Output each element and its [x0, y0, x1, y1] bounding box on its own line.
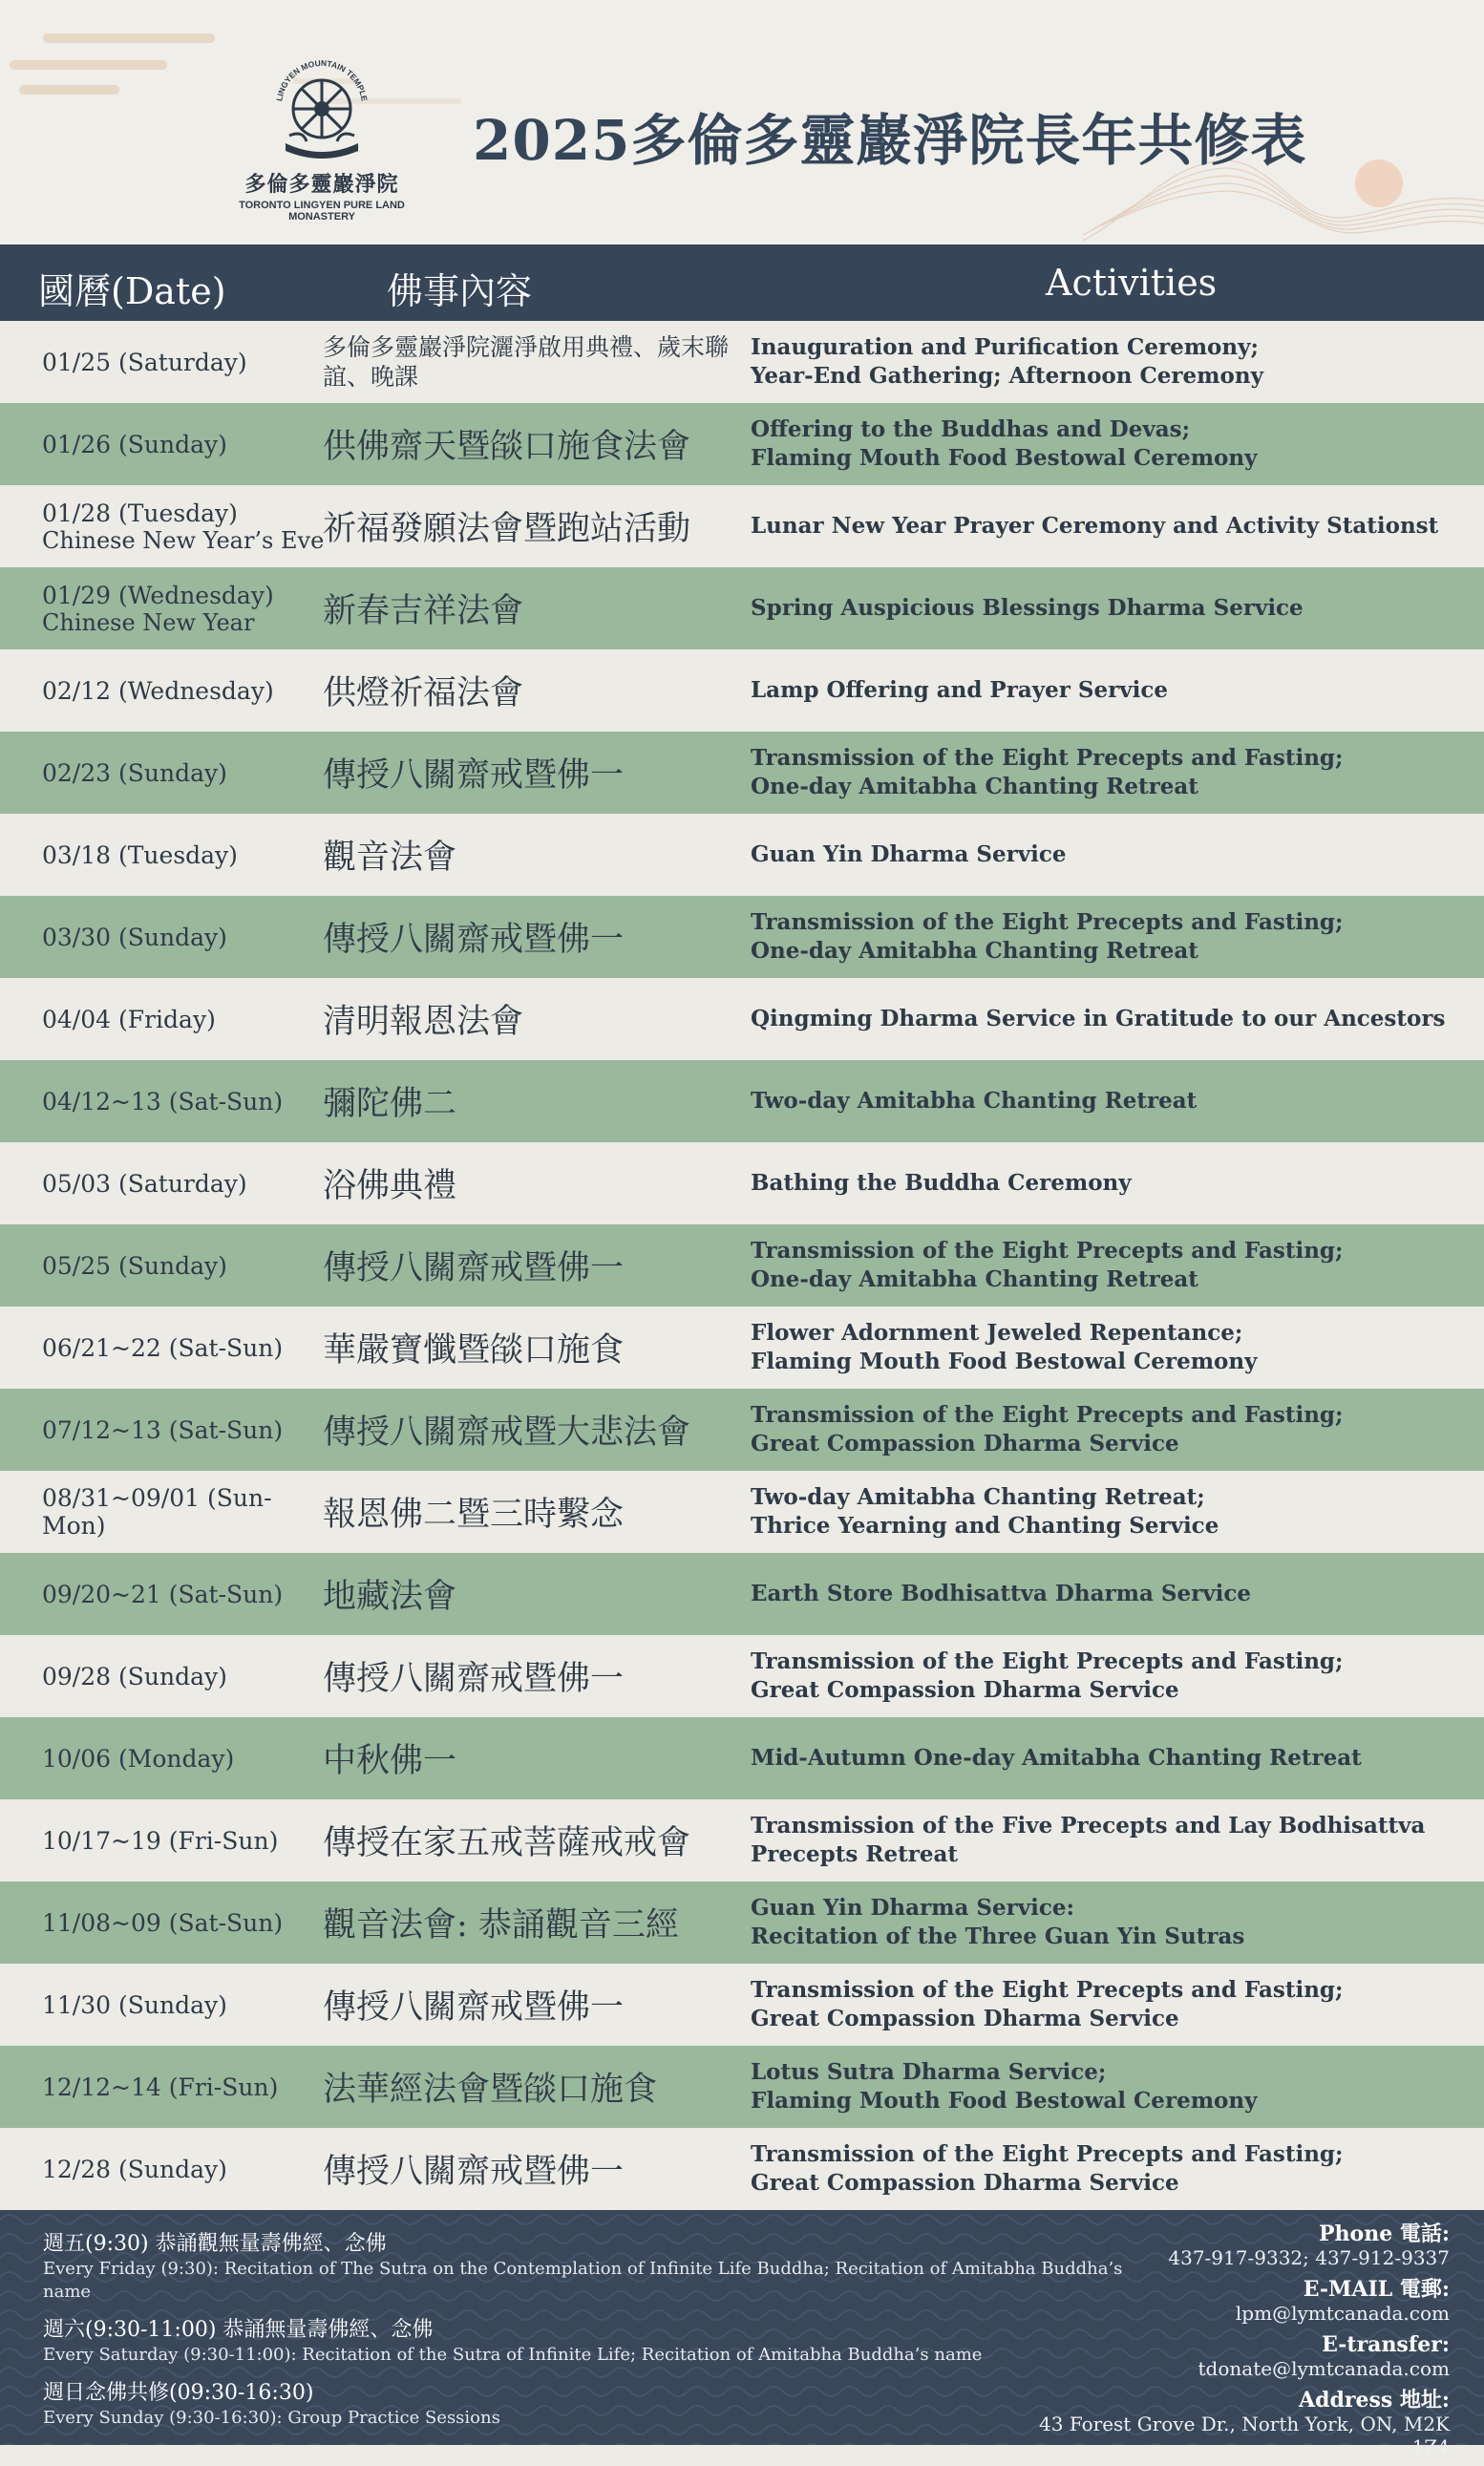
chinese-content-cell: 傳授八關齋戒暨大悲法會 [323, 1414, 691, 1452]
column-header-activities: Activities [1046, 262, 1218, 304]
activity-cell: Offering to the Buddhas and Devas; Flaming Mouth Food Bestowal Ceremony [751, 416, 1258, 471]
date-cell: 09/20~21 (Sat-Sun) [42, 1580, 284, 1608]
chinese-content-cell: 供佛齋天暨燄口施食法會 [323, 428, 691, 466]
logo-english-name: TORONTO LINGYEN PURE LAND MONASTERY [239, 200, 405, 223]
chinese-content-cell: 清明報恩法會 [323, 1003, 524, 1041]
date-cell: 01/29 (Wednesday) Chinese New Year [42, 567, 329, 649]
activity-cell: Transmission of the Eight Precepts and Fasting; One-day Amitabha Chanting Retreat [751, 909, 1344, 964]
date-cell: 01/28 (Tuesday) Chinese New Year’s Eve [42, 485, 329, 567]
activity-cell: Spring Auspicious Blessings Dharma Service [751, 595, 1304, 621]
table-row [0, 1635, 1484, 1717]
table-row [0, 1471, 1484, 1553]
table-row [0, 896, 1484, 978]
chinese-content-cell: 供燈祈福法會 [323, 674, 524, 712]
table-row [0, 1881, 1484, 1964]
chinese-content-cell: 觀音法會 [323, 839, 457, 877]
chinese-content-cell: 浴佛典禮 [323, 1167, 457, 1205]
column-header-date: 國曆(Date) [38, 270, 226, 312]
chinese-content-cell: 多倫多靈巖淨院灑淨啟用典禮、歲末聯誼、晚課 [323, 333, 730, 391]
chinese-content-cell: 報恩佛二暨三時繫念 [323, 1496, 625, 1534]
date-cell: 10/06 (Monday) [42, 1744, 235, 1773]
weekly-item-sunday: 週日念佛共修(09:30-16:30) Every Sunday (9:30-16:30): Group Practice Sessions [43, 2381, 500, 2428]
chinese-content-cell: 地藏法會 [323, 1578, 457, 1616]
activity-cell: Transmission of the Eight Precepts and Fasting; One-day Amitabha Chanting Retreat [751, 745, 1344, 799]
activity-cell: Transmission of the Eight Precepts and Fasting; Great Compassion Dharma Service [751, 1402, 1344, 1456]
activity-cell: Transmission of the Eight Precepts and Fasting; Great Compassion Dharma Service [751, 2141, 1344, 2196]
chinese-content-cell: 法華經法會暨燄口施食 [323, 2071, 658, 2109]
date-cell: 12/12~14 (Fri-Sun) [42, 2073, 279, 2101]
date-cell: 08/31~09/01 (Sun-Mon) [42, 1484, 272, 1540]
activity-cell: Bathing the Buddha Ceremony [751, 1170, 1132, 1196]
date-note: Chinese New Year [42, 608, 255, 636]
column-header-content: 佛事內容 [387, 270, 533, 312]
chinese-content-cell: 傳授八關齋戒暨佛一 [323, 921, 625, 959]
activity-cell: Transmission of the Eight Precepts and Fasting; One-day Amitabha Chanting Retreat [751, 1238, 1344, 1292]
etransfer-label: E-transfer: [1322, 2332, 1450, 2357]
date-cell: 01/25 (Saturday) [42, 348, 247, 376]
schedule-table [0, 321, 1484, 2210]
chinese-content-cell: 祈福發願法會暨跑站活動 [323, 510, 691, 548]
date-cell: 01/26 (Sunday) [42, 430, 227, 458]
activity-cell: Transmission of the Five Precepts and Lay Bodhisattva Precepts Retreat [751, 1813, 1426, 1867]
chinese-content-cell: 傳授八關齋戒暨佛一 [323, 2153, 625, 2191]
table-row [0, 978, 1484, 1060]
phone-value[interactable]: 437-917-9332; 437-912-9337 [1168, 2246, 1450, 2269]
date-cell: 04/12~13 (Sat-Sun) [42, 1087, 284, 1116]
weekly-schedule [43, 2231, 1141, 2443]
table-row [0, 732, 1484, 814]
date-cell: 06/21~22 (Sat-Sun) [42, 1333, 284, 1362]
date-cell: 09/28 (Sunday) [42, 1662, 227, 1690]
activity-cell: Guan Yin Dharma Service [751, 841, 1067, 867]
table-row [0, 1307, 1484, 1389]
chinese-content-cell: 傳授八關齋戒暨佛一 [323, 1660, 625, 1698]
table-row [0, 1142, 1484, 1224]
page-header [0, 0, 1484, 244]
table-row [0, 2128, 1484, 2210]
date-cell: 07/12~13 (Sat-Sun) [42, 1415, 284, 1444]
email-label: E-MAIL 電郵: [1303, 2277, 1450, 2302]
chinese-content-cell: 彌陀佛二 [323, 1085, 457, 1123]
chinese-content-cell: 觀音法會: 恭誦觀音三經 [323, 1906, 679, 1945]
address-value: 43 Forest Grove Dr., North York, ON, M2K 1Z4 [1039, 2413, 1450, 2458]
table-row [0, 1224, 1484, 1307]
logo-chinese-name: 多倫多靈巖淨院 [244, 172, 399, 197]
phone-label: Phone 電話: [1319, 2222, 1450, 2246]
activity-cell: Lotus Sutra Dharma Service; Flaming Mouth Food Bestowal Ceremony [751, 2059, 1258, 2114]
email-value[interactable]: lpm@lymtcanada.com [1235, 2302, 1450, 2325]
address-label: Address 地址: [1299, 2388, 1450, 2413]
activity-cell: Lunar New Year Prayer Ceremony and Activity Stationst [751, 513, 1439, 539]
page-title: 2025多倫多靈巖淨院長年共修表 [473, 108, 1307, 173]
contact-info [1029, 2222, 1450, 2466]
page-footer [0, 2210, 1484, 2458]
table-row [0, 1553, 1484, 1635]
chinese-content-cell: 新春吉祥法會 [323, 592, 524, 630]
activity-cell: Flower Adornment Jeweled Repentance; Flaming Mouth Food Bestowal Ceremony [751, 1320, 1258, 1374]
activity-cell: Lamp Offering and Prayer Service [751, 677, 1168, 703]
date-note: Chinese New Year’s Eve [42, 526, 325, 554]
date-cell: 11/30 (Sunday) [42, 1990, 227, 2019]
weekly-item-saturday: 週六(9:30-11:00) 恭誦無量壽佛經、念佛 Every Saturday (9:30-11:00): Recitation of the Sutra of Infinite Life; Recitation of Amitabha Buddha’s name [43, 2318, 983, 2365]
etransfer-value[interactable]: tdonate@lymtcanada.com [1198, 2357, 1450, 2380]
date-cell: 03/18 (Tuesday) [42, 840, 238, 869]
activity-cell: Earth Store Bodhisattva Dharma Service [751, 1581, 1251, 1606]
activity-cell: Transmission of the Eight Precepts and Fasting; Great Compassion Dharma Service [751, 1977, 1344, 2031]
chinese-content-cell: 華嚴寶懺暨燄口施食 [323, 1331, 625, 1370]
activity-cell: Transmission of the Eight Precepts and Fasting; Great Compassion Dharma Service [751, 1648, 1344, 1703]
date-cell: 02/12 (Wednesday) [42, 676, 274, 705]
table-row [0, 567, 1484, 649]
activity-cell: Inauguration and Purification Ceremony; Year-End Gathering; Afternoon Ceremony [751, 334, 1263, 389]
dharma-wheel-icon [265, 53, 379, 166]
activity-cell: Mid-Autumn One-day Amitabha Chanting Retreat [751, 1745, 1362, 1771]
table-row [0, 1060, 1484, 1142]
chinese-content-cell: 傳授八關齋戒暨佛一 [323, 1249, 625, 1287]
monastery-logo [212, 53, 432, 223]
activity-cell: Two-day Amitabha Chanting Retreat [751, 1088, 1198, 1114]
table-row [0, 1389, 1484, 1471]
table-row [0, 1717, 1484, 1799]
svg-text:LINGYEN MOUNTAIN TEMPLE: LINGYEN MOUNTAIN TEMPLE [274, 57, 370, 102]
date-cell: 05/03 (Saturday) [42, 1169, 247, 1198]
date-cell: 03/30 (Sunday) [42, 923, 227, 951]
date-cell: 05/25 (Sunday) [42, 1251, 227, 1280]
chinese-content-cell: 中秋佛一 [323, 1742, 457, 1780]
chinese-content-cell: 傳授八關齋戒暨佛一 [323, 756, 625, 795]
date-cell: 12/28 (Sunday) [42, 2155, 227, 2183]
table-row [0, 321, 1484, 403]
table-row [0, 814, 1484, 896]
activity-cell: Guan Yin Dharma Service: Recitation of the Three Guan Yin Sutras [751, 1895, 1245, 1949]
date-cell: 11/08~09 (Sat-Sun) [42, 1908, 284, 1937]
weekly-item-friday: 週五(9:30) 恭誦觀無量壽佛經、念佛 Every Friday (9:30): Recitation of The Sutra on the Contemplation of Infinite Life Buddha; Recitation of Amitabha Buddha’s name [43, 2232, 1123, 2302]
chinese-content-cell: 傳授在家五戒菩薩戒戒會 [323, 1824, 691, 1862]
date-cell: 02/23 (Sunday) [42, 758, 227, 787]
chinese-content-cell: 傳授八關齋戒暨佛一 [323, 1988, 625, 2027]
table-row [0, 1964, 1484, 2046]
table-row [0, 403, 1484, 485]
table-row [0, 649, 1484, 732]
table-row [0, 485, 1484, 567]
activity-cell: Two-day Amitabha Chanting Retreat; Thrice Yearning and Chanting Service [751, 1484, 1219, 1539]
date-cell: 04/04 (Friday) [42, 1005, 216, 1033]
activity-cell: Qingming Dharma Service in Gratitude to our Ancestors [751, 1006, 1446, 1031]
table-row [0, 1799, 1484, 1881]
table-header [0, 244, 1484, 321]
date-cell: 10/17~19 (Fri-Sun) [42, 1826, 279, 1855]
table-row [0, 2046, 1484, 2128]
